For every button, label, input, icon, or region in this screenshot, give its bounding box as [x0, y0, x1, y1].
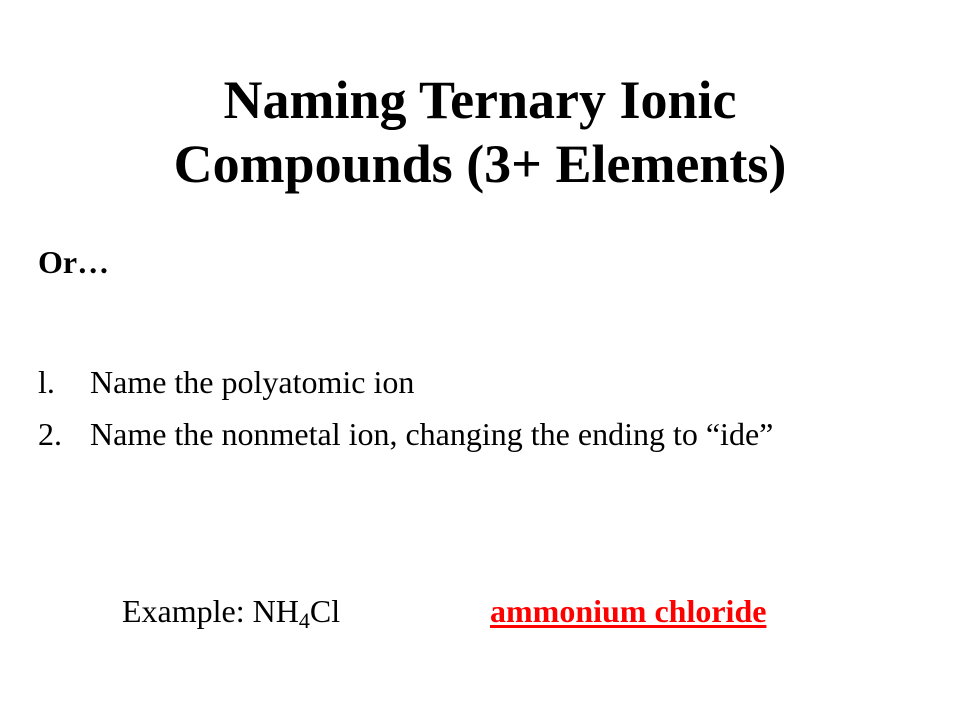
formula-subscript: 4 [298, 608, 310, 633]
example-formula [122, 591, 340, 631]
title-line-2: Compounds (3+ Elements) [173, 134, 787, 194]
example-answer: ammonium chloride [490, 593, 767, 629]
step-number: l. [38, 364, 55, 400]
title-line-1: Naming Ternary Ionic [223, 70, 737, 130]
step-text: Name the polyatomic ion [90, 364, 415, 400]
step-item-1 [38, 362, 938, 402]
step-text: Name the nonmetal ion, changing the ending to “ide” [90, 416, 774, 452]
intro-text: Or… [38, 244, 110, 280]
steps-list [38, 362, 938, 466]
step-number: 2. [38, 416, 62, 452]
slide-title [0, 68, 960, 196]
step-item-2 [38, 414, 938, 454]
formula-suffix: Cl [309, 593, 341, 629]
example-label: Example: NH [122, 593, 299, 629]
